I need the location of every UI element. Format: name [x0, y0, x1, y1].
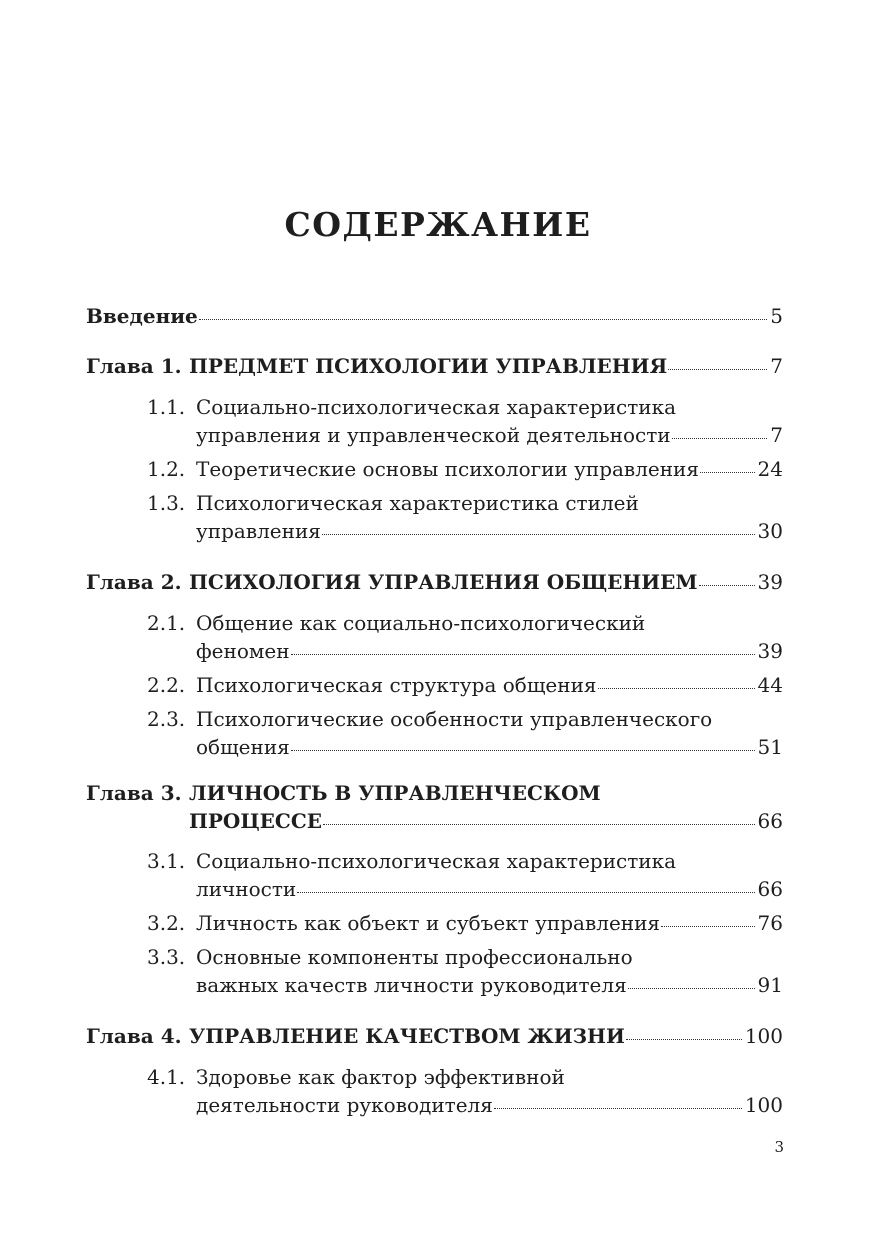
section-number: 2.2. [147, 673, 186, 697]
toc-section-2-2[interactable] [196, 672, 783, 699]
toc-chapter-4[interactable] [189, 1023, 783, 1050]
section-title: Личность как объект и субъект управления [196, 911, 661, 935]
toc-page-number: 5 [770, 304, 783, 328]
toc-section-3-2[interactable] [196, 910, 783, 937]
leader-dots [626, 1039, 742, 1040]
chapter-title: ПСИХОЛОГИЯ УПРАВЛЕНИЯ ОБЩЕНИЕМ [189, 570, 698, 594]
page-title: СОДЕРЖАНИЕ [284, 205, 592, 244]
leader-dots [322, 534, 755, 535]
page-number: 3 [774, 1138, 784, 1156]
section-number: 1.3. [147, 491, 186, 515]
chapter-title-line2: ПРОЦЕССЕ [189, 809, 322, 833]
toc-page-number: 7 [770, 423, 783, 447]
section-title: Психологическая структура общения [196, 673, 597, 697]
toc-intro-label: Введение [86, 304, 198, 328]
chapter-title: УПРАВЛЕНИЕ КАЧЕСТВОМ ЖИЗНИ [189, 1024, 625, 1048]
leader-dots [323, 824, 755, 825]
toc-page-number: 44 [757, 673, 783, 697]
toc-page-number: 100 [744, 1024, 783, 1048]
chapter-label: Глава 3. [86, 781, 182, 805]
section-title-line2: деятельности руководителя [196, 1093, 493, 1117]
section-number: 2.1. [147, 611, 186, 635]
toc-page-number: 66 [757, 809, 783, 833]
toc-page-number: 91 [757, 973, 783, 997]
toc-page-number: 39 [757, 639, 783, 663]
chapter-label: Глава 4. [86, 1024, 182, 1048]
section-title-line1: Психологическая характеристика стилей [196, 491, 639, 515]
toc-chapter-2[interactable] [189, 569, 783, 596]
section-title-line1: Здоровье как фактор эффективной [196, 1065, 565, 1089]
toc-section-1-2[interactable] [196, 456, 783, 483]
section-title-line1: Основные компоненты профессионально [196, 945, 633, 969]
section-title: Теоретические основы психологии управления [196, 457, 700, 481]
leader-dots [699, 585, 755, 586]
toc-section-2-1[interactable] [196, 638, 783, 665]
leader-dots [291, 654, 755, 655]
leader-dots [672, 438, 768, 439]
leader-dots [700, 472, 755, 473]
leader-dots [291, 750, 755, 751]
section-number: 4.1. [147, 1065, 186, 1089]
section-title-line2: общения [196, 735, 290, 759]
section-number: 1.2. [147, 457, 186, 481]
toc-section-2-3[interactable] [196, 734, 783, 761]
section-title-line1: Психологические особенности управленческого [196, 707, 713, 731]
toc-chapter-3[interactable] [189, 808, 783, 835]
section-number: 2.3. [147, 707, 186, 731]
chapter-title: ПРЕДМЕТ ПСИХОЛОГИИ УПРАВЛЕНИЯ [189, 354, 668, 378]
leader-dots [661, 926, 754, 927]
chapter-label: Глава 1. [86, 354, 182, 378]
toc-chapter-1[interactable] [189, 353, 783, 380]
leader-dots [297, 892, 754, 893]
chapter-label: Глава 2. [86, 570, 182, 594]
leader-dots [598, 688, 755, 689]
leader-dots [494, 1108, 742, 1109]
section-number: 1.1. [147, 395, 186, 419]
toc-page-number: 24 [757, 457, 783, 481]
toc-page-number: 30 [757, 519, 783, 543]
section-title-line1: Социально-психологическая характеристика [196, 849, 677, 873]
toc-page-number: 51 [757, 735, 783, 759]
toc-section-3-3[interactable] [196, 972, 783, 999]
section-number: 3.1. [147, 849, 186, 873]
toc-section-4-1[interactable] [196, 1092, 783, 1119]
toc-page-number: 76 [757, 911, 783, 935]
toc-page-number: 39 [757, 570, 783, 594]
toc-page-number: 100 [744, 1093, 783, 1117]
section-title-line2: управления [196, 519, 321, 543]
section-title-line1: Общение как социально-психологический [196, 611, 646, 635]
section-title-line2: личности [196, 877, 297, 901]
section-title-line2: важных качеств личности руководителя [196, 973, 627, 997]
toc-section-3-1[interactable] [196, 876, 783, 903]
section-title-line2: управления и управленческой деятельности [196, 423, 671, 447]
section-title-line1: Социально-психологическая характеристика [196, 395, 677, 419]
section-number: 3.2. [147, 911, 186, 935]
leader-dots [199, 319, 767, 320]
leader-dots [668, 369, 767, 370]
toc-section-1-3[interactable] [196, 518, 783, 545]
section-number: 3.3. [147, 945, 186, 969]
toc-page-number: 66 [757, 877, 783, 901]
toc-section-1-1[interactable] [196, 422, 783, 449]
leader-dots [628, 988, 755, 989]
toc-page-number: 7 [770, 354, 783, 378]
toc-intro[interactable] [86, 303, 783, 330]
chapter-title-line1: ЛИЧНОСТЬ В УПРАВЛЕНЧЕСКОМ [189, 781, 601, 805]
section-title-line2: феномен [196, 639, 290, 663]
